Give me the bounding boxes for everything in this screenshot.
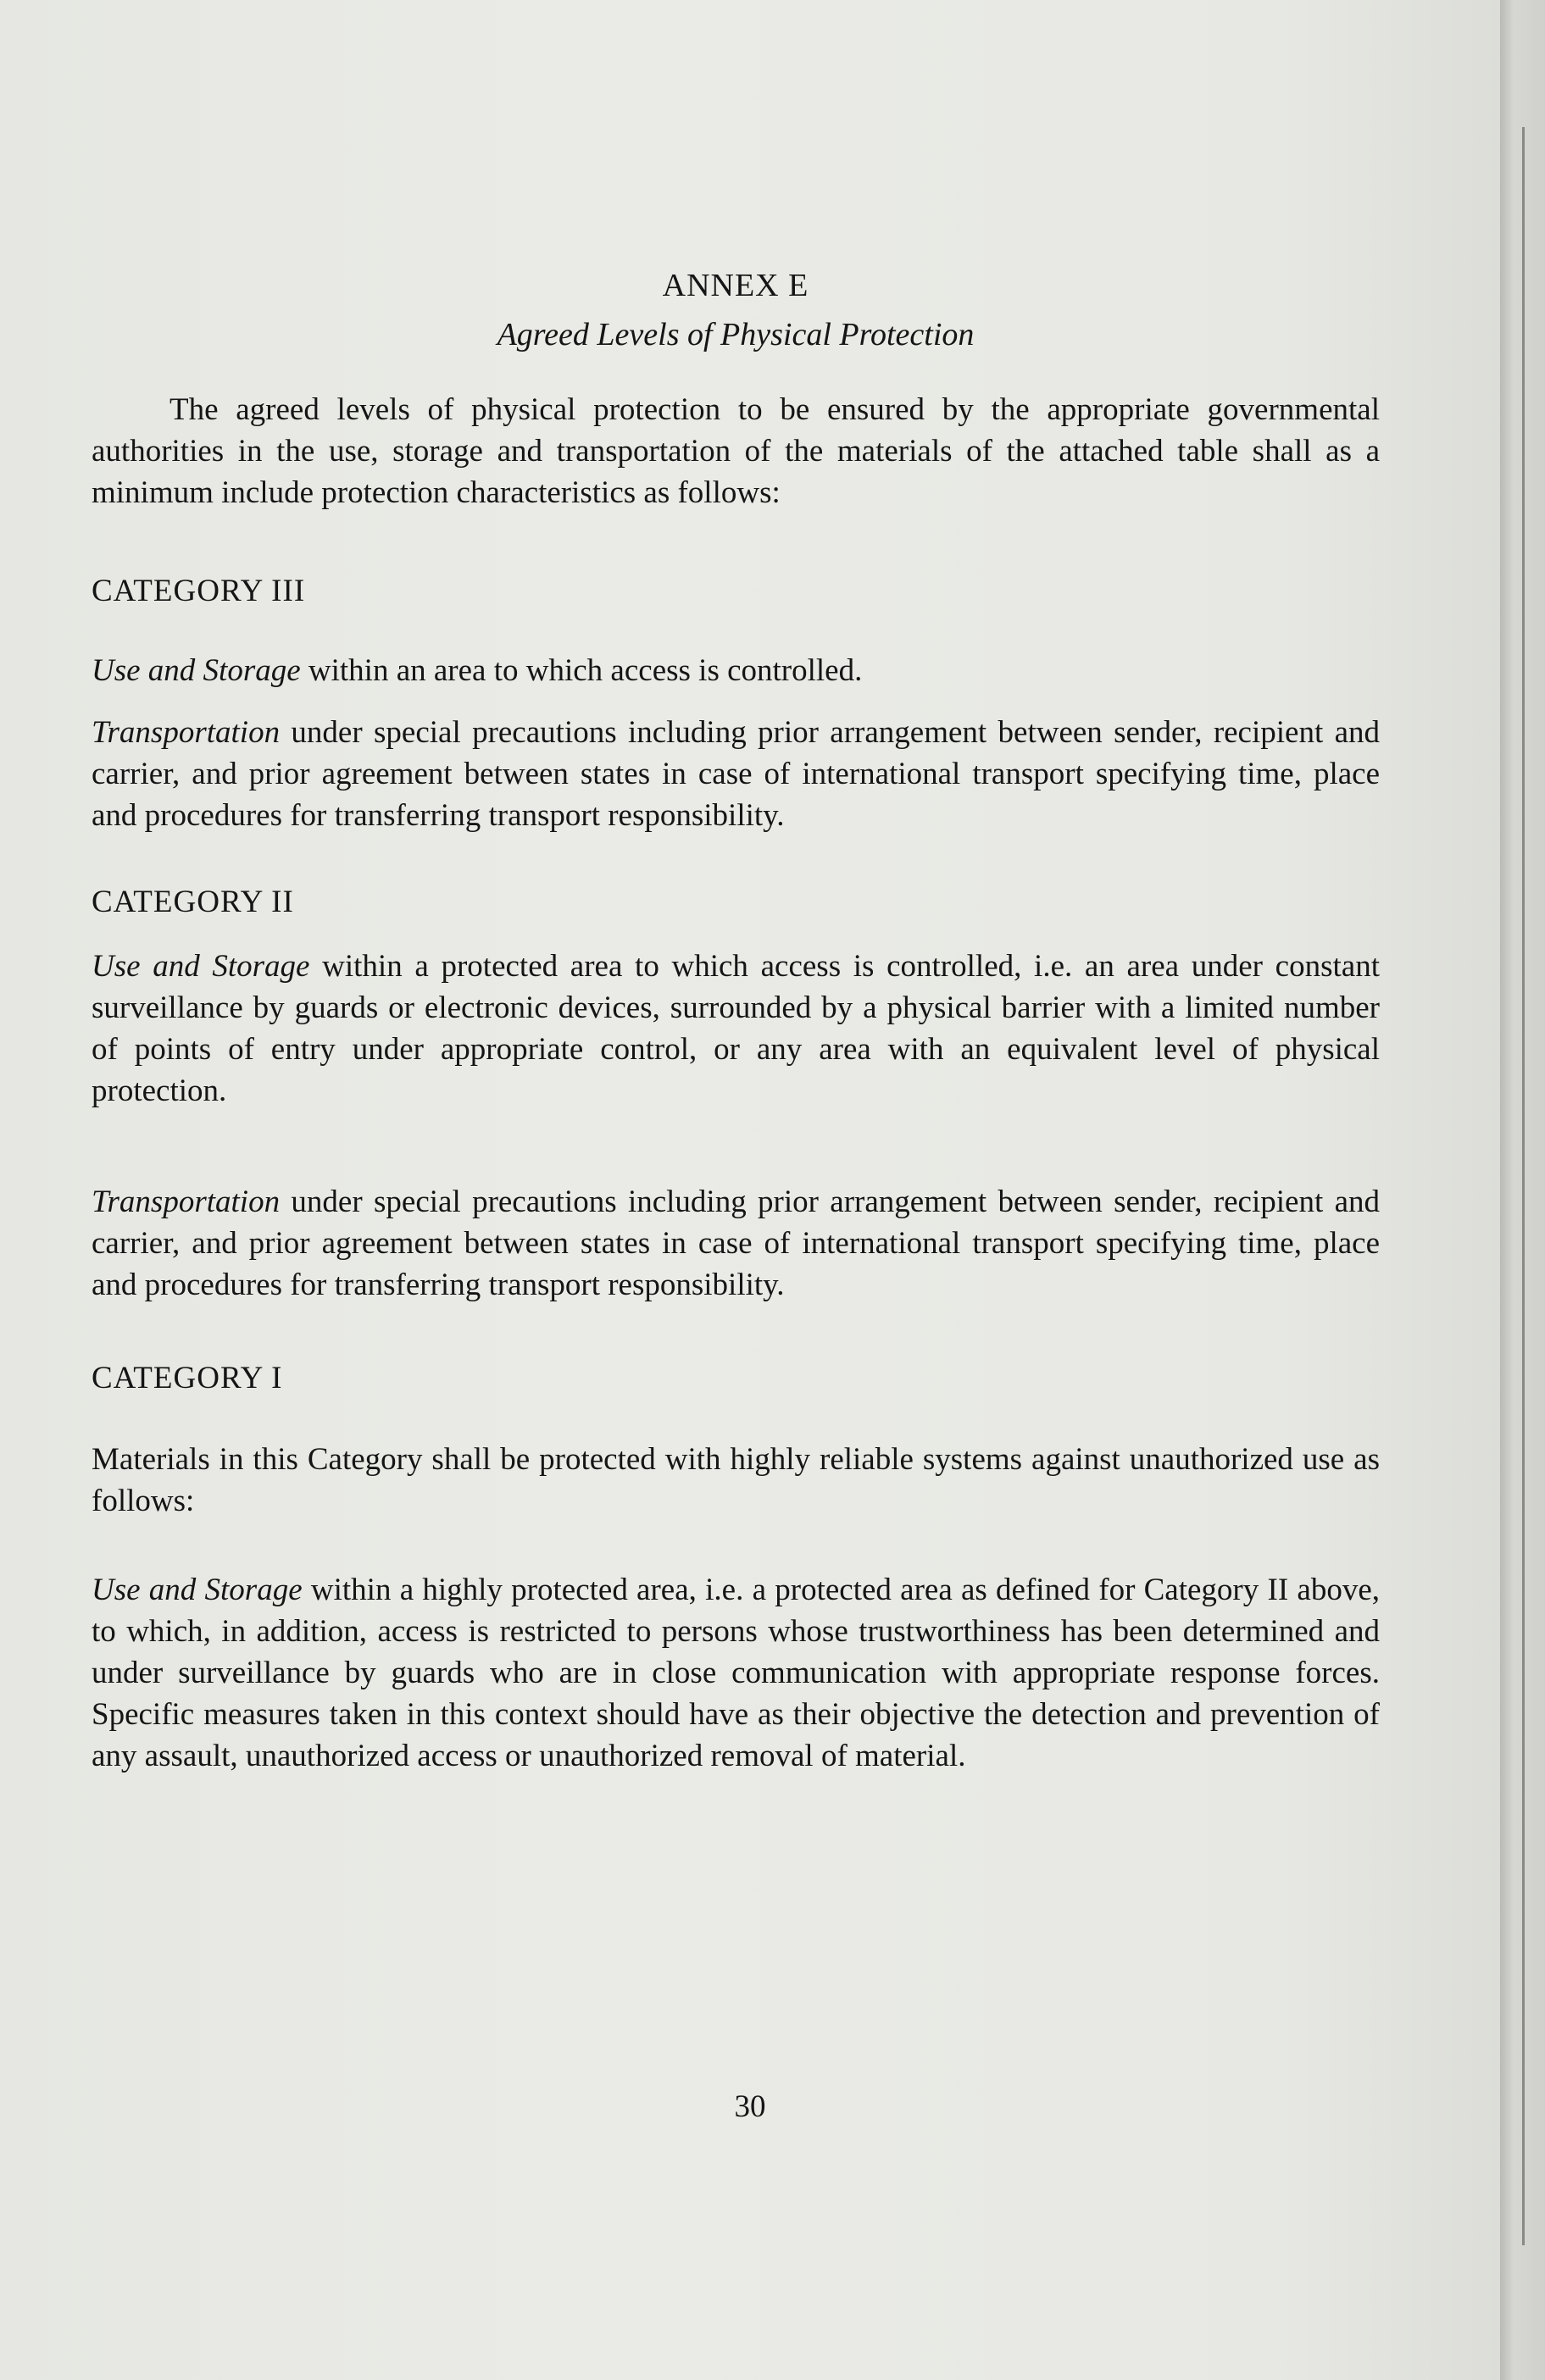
page-number: 30 xyxy=(734,2089,766,2124)
use-storage-label: Use and Storage xyxy=(92,653,301,688)
category-iii-heading: CATEGORY III xyxy=(92,574,306,608)
binding-edge-line xyxy=(1522,127,1525,2245)
use-storage-label: Use and Storage xyxy=(92,949,310,984)
category-i-use-storage xyxy=(92,1569,1380,1777)
page-content xyxy=(92,267,1380,1777)
use-storage-text: within a highly protected area, i.e. a protected area as defined for Category II above, to which, in addition, access is restricted to persons whose trustworthiness has been determined and under surveillance by guards who are in close communication with appropriate response forces. Specific measures taken in this context should have as their objective the detection and prevention of any assault, unauthorized access or unauthorized removal of material. xyxy=(92,1573,1380,1773)
use-storage-text: within an area to which access is controlled. xyxy=(308,653,863,688)
use-storage-label: Use and Storage xyxy=(92,1573,303,1607)
category-ii-use-storage xyxy=(92,946,1380,1112)
category-ii-heading: CATEGORY II xyxy=(92,885,294,919)
transportation-text: under special precautions including prior arrangement between sender, recipient and carrier, and prior agreement between states in case of international transport specifying time, place and procedures for transferring transport responsibility. xyxy=(92,1184,1381,1302)
category-iii-use-storage xyxy=(92,650,1380,691)
transportation-text: under special precautions including prior arrangement between sender, recipient and carrier, and prior agreement between states in case of international transport specifying time, place and procedures for transferring transport responsibility. xyxy=(92,715,1381,833)
transportation-label: Transportation xyxy=(92,1184,281,1219)
use-storage-text: within a protected area to which access is controlled, i.e. an area under constant surveillance by guards or electronic devices, surrounded by a physical barrier with a limited number of points of entry under appropriate control, or any area with an equivalent level of physical protection. xyxy=(92,949,1380,1108)
category-i-intro: Materials in this Category shall be protected with highly reliable systems against unauthorized use as follows: xyxy=(92,1442,1380,1518)
category-iii-transportation xyxy=(92,712,1380,836)
annex-title: ANNEX E xyxy=(662,268,809,303)
category-i-heading: CATEGORY I xyxy=(92,1361,283,1395)
annex-subtitle: Agreed Levels of Physical Protection xyxy=(497,317,975,352)
category-ii-transportation xyxy=(92,1181,1380,1306)
intro-paragraph: The agreed levels of physical protection to be ensured by the appropriate governmental authorities in the use, storage and transportation of the materials of the attached table shall as a minimum include protection characteristics as follows: xyxy=(92,392,1380,510)
transportation-label: Transportation xyxy=(92,715,281,750)
